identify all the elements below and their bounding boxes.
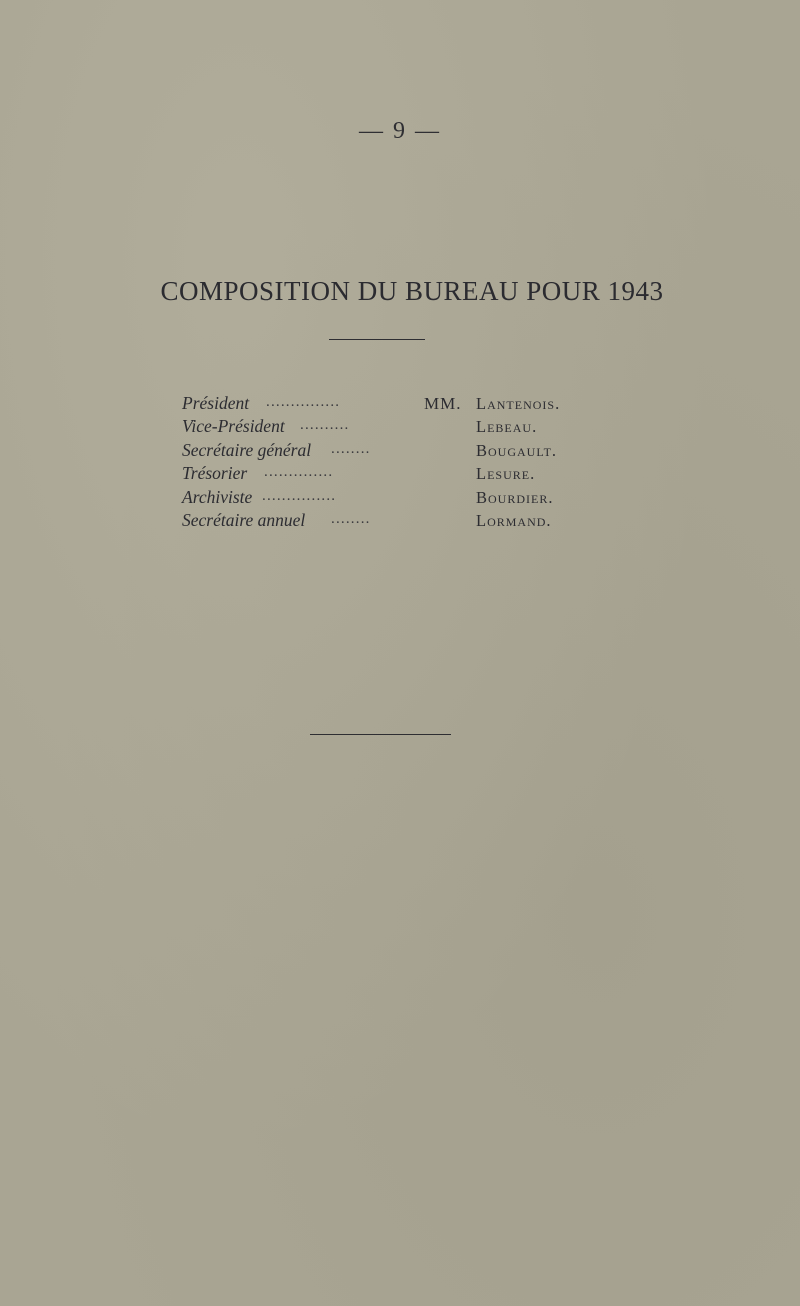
bureau-roster (182, 392, 602, 532)
role-label: Vice-Président (182, 416, 285, 437)
roster-row (182, 462, 602, 485)
page-number: — 9 — (359, 118, 441, 144)
leader-dots: ............... (266, 394, 341, 410)
leader-dots: ............... (262, 487, 337, 504)
roster-row (182, 486, 602, 509)
closing-divider (310, 734, 451, 735)
member-name: Lantenois. (476, 394, 561, 413)
role-label: Président (182, 393, 250, 413)
role-label: Trésorier (182, 463, 248, 484)
title-divider (329, 339, 425, 340)
roster-row (182, 392, 602, 415)
member-name: Lesure. (476, 464, 536, 484)
roster-row (182, 439, 602, 462)
honorific-prefix: MM. (424, 394, 462, 413)
page-title: COMPOSITION DU BUREAU POUR 1943 (160, 276, 664, 306)
leader-dots: .......... (300, 417, 350, 434)
roster-row (182, 509, 602, 532)
member-name: Lebeau. (476, 417, 538, 437)
member-name: Bourdier. (476, 487, 554, 507)
leader-dots: ........ (331, 440, 371, 457)
role-label: Archiviste (182, 486, 253, 507)
leader-dots: .............. (264, 464, 334, 481)
member-name: Lormand. (476, 510, 552, 530)
role-label: Secrétaire annuel (182, 509, 306, 530)
member-name: Bougault. (476, 440, 558, 460)
leader-dots: ........ (331, 510, 371, 527)
role-label: Secrétaire général (182, 439, 312, 460)
roster-row (182, 415, 602, 438)
